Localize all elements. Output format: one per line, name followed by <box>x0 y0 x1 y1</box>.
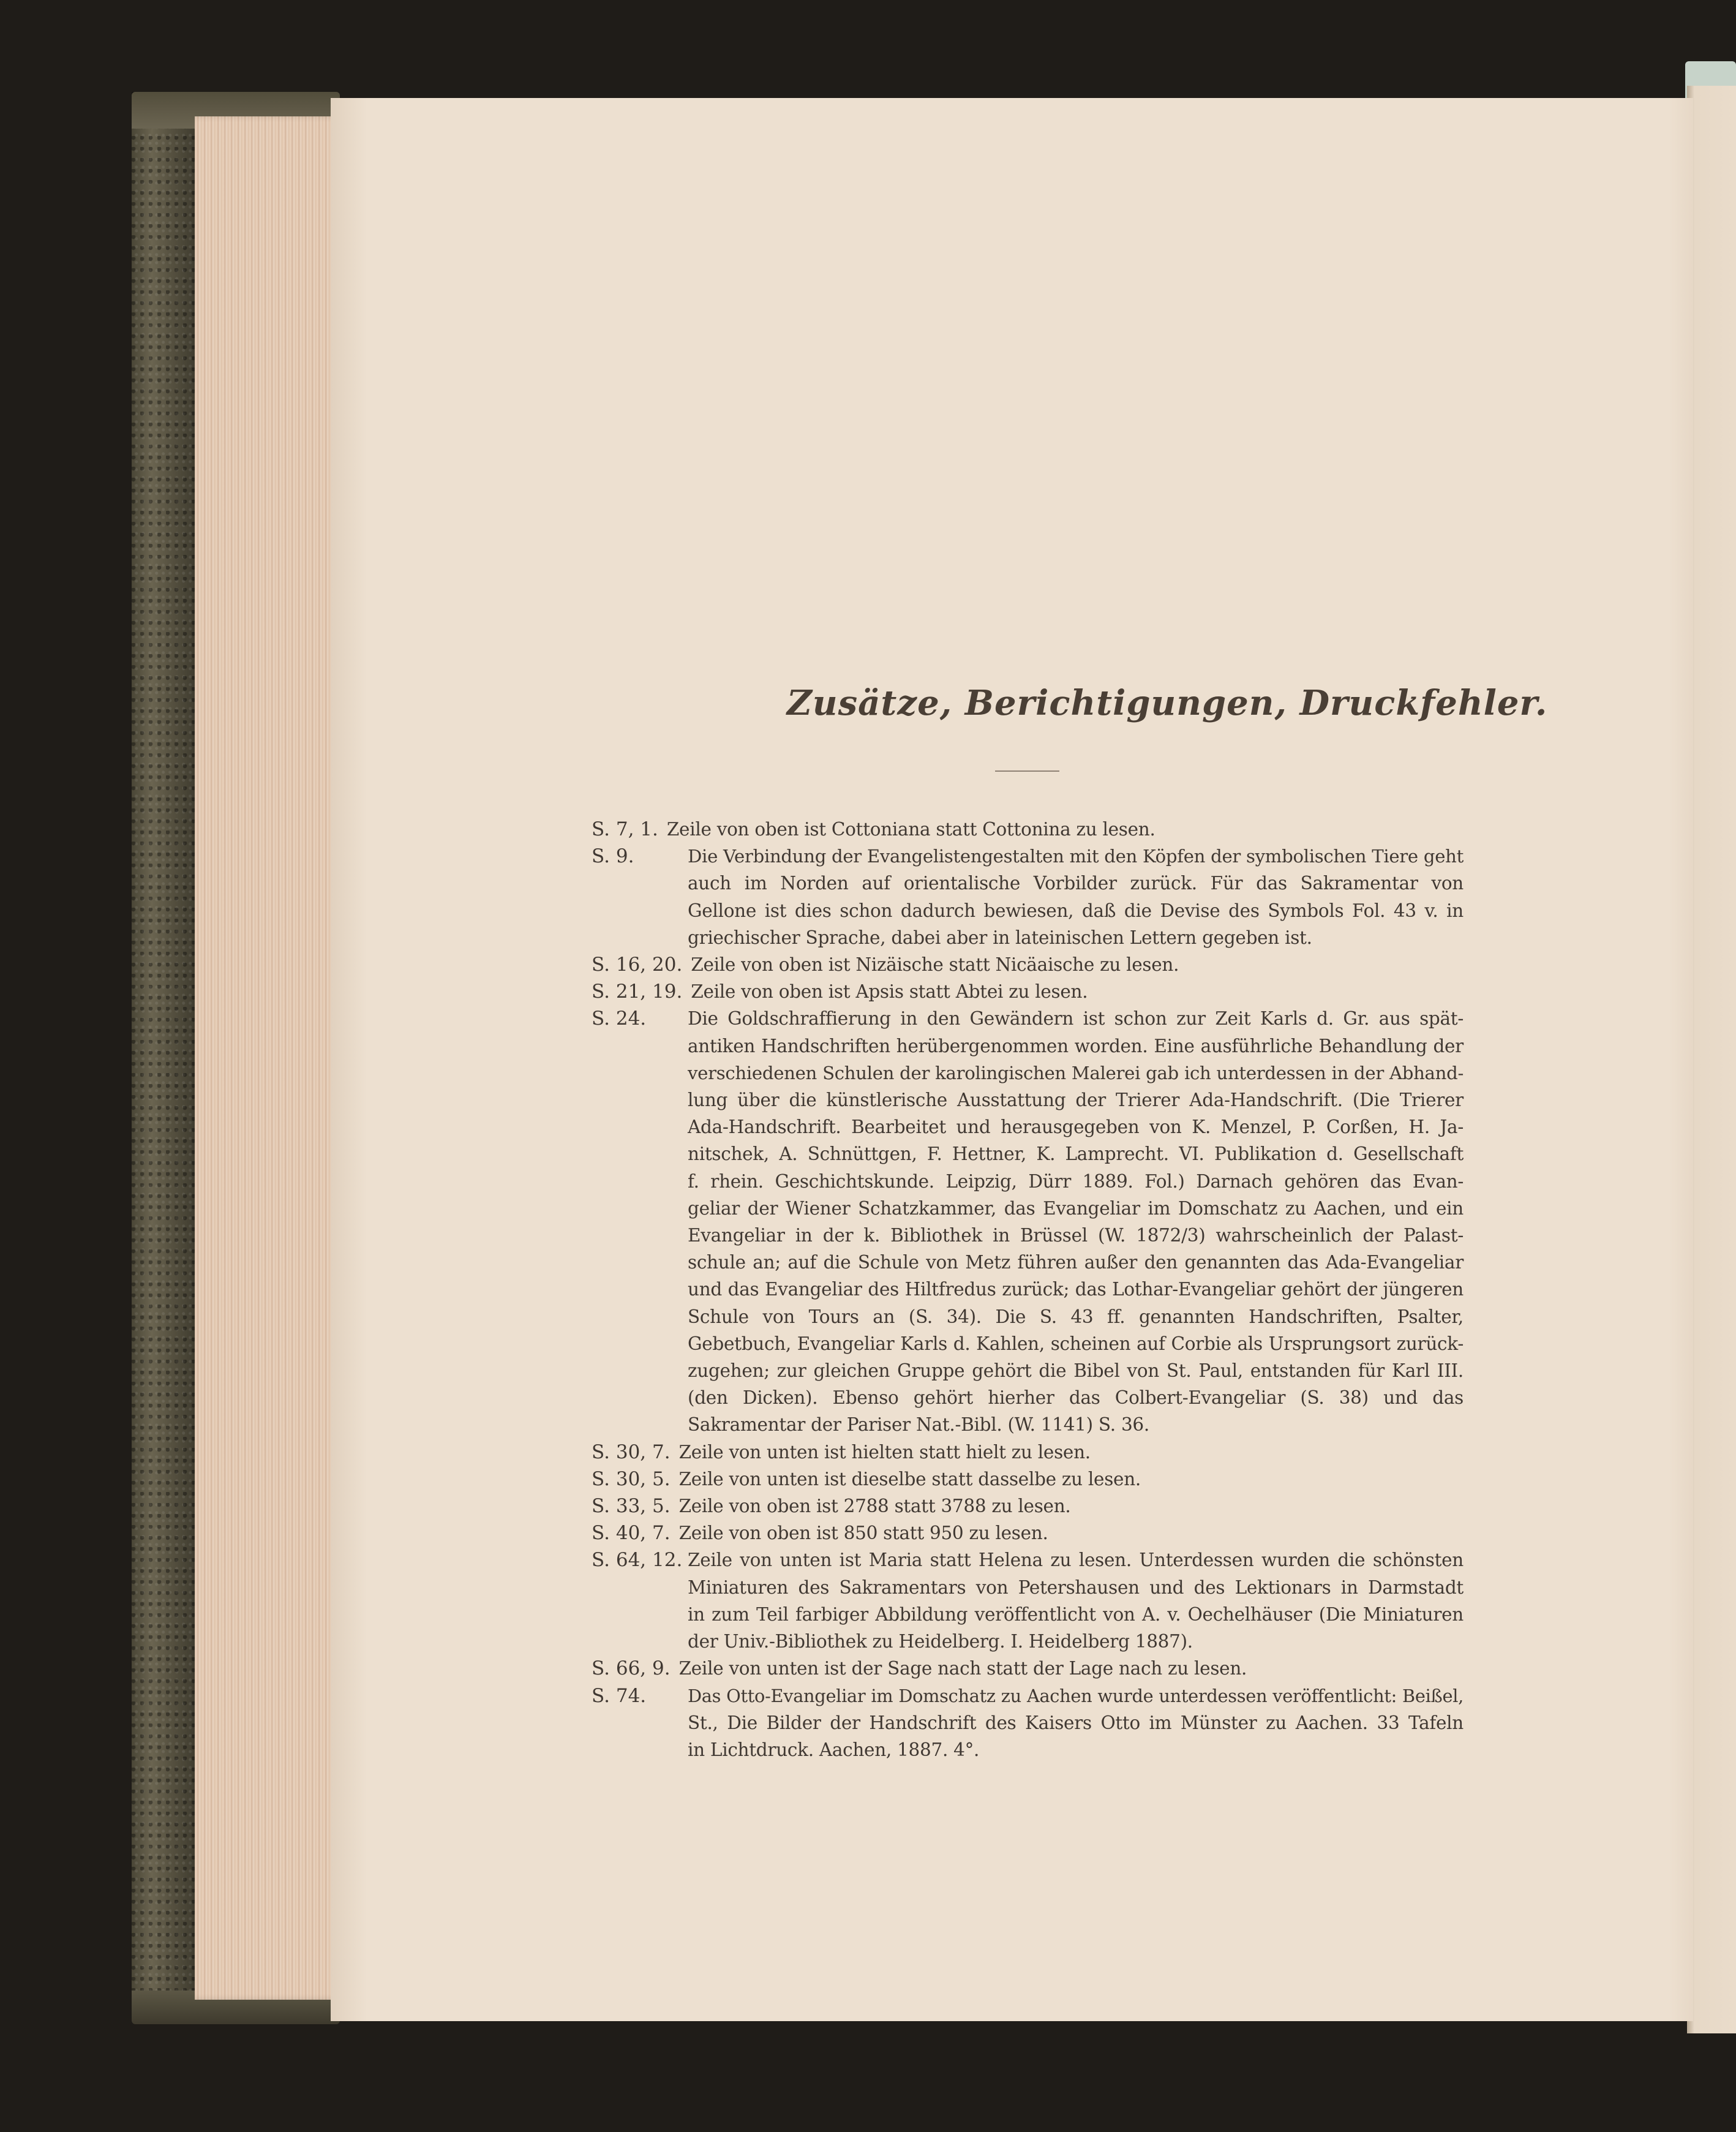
errata-entry <box>592 1546 1464 1655</box>
errata-line: lung über die künstlerische Ausstattung der Trierer Ada-Handschrift. (Die Trierer <box>688 1090 1464 1111</box>
errata-line: Zeile von unten ist Maria statt Helena zu lesen. Unterdessen wurden die schönsten <box>688 1550 1464 1571</box>
errata-entry <box>592 1493 1464 1520</box>
errata-line: f. rhein. Geschichtskunde. Leipzig, Dürr 1889. Fol.) Darnach gehören das Evan- <box>688 1170 1464 1192</box>
errata-reference: S. 30, 5. <box>592 1467 671 1490</box>
errata-reference: S. 66, 9. <box>592 1657 671 1680</box>
errata-reference: S. 30, 7. <box>592 1441 671 1463</box>
errata-line: Die Verbindung der Evangelistengestalten mit den Köpfen der symbolischen Tiere geht <box>688 846 1464 867</box>
errata-line: Zeile von oben ist Nizäische statt Nicäaische zu lesen. <box>691 954 1179 976</box>
errata-reference: S. 16, 20. <box>592 954 683 976</box>
errata-line: schule an; auf die Schule von Metz führen außer den genannten das Ada-Evangeliar <box>688 1252 1464 1273</box>
errata-line: Zeile von unten ist dieselbe statt dasselbe zu lesen. <box>678 1468 1141 1490</box>
errata-line: Miniaturen des Sakramentars von Petershausen und des Lektionars in Darmstadt <box>688 1576 1464 1598</box>
errata-entry <box>592 816 1464 843</box>
facing-page-edge <box>1687 86 1736 2033</box>
cover-texture <box>132 92 199 2018</box>
errata-line: Zeile von oben ist 2788 statt 3788 zu lesen. <box>678 1496 1071 1517</box>
errata-line: Zeile von unten ist der Sage nach statt der Lage nach zu lesen. <box>678 1658 1247 1679</box>
errata-line: und das Evangeliar des Hiltfredus zurück; das Lothar-Evangeliar gehört der jüngeren <box>688 1279 1464 1300</box>
errata-line: Evangeliar in der k. Bibliothek in Brüssel (W. 1872/3) wahrscheinlich der Palast- <box>688 1225 1464 1246</box>
errata-entry <box>592 1682 1464 1764</box>
errata-line: Zeile von oben ist Cottoniana statt Cottonina zu lesen. <box>666 819 1155 840</box>
errata-entry <box>592 1439 1464 1466</box>
errata-line: Zeile von oben ist 850 statt 950 zu lesen. <box>678 1523 1048 1544</box>
errata-line: (den Dicken). Ebenso gehört hierher das Colbert-Evangeliar (S. 38) und das <box>688 1387 1464 1409</box>
errata-line: Sakramentar der Pariser Nat.-Bibl. (W. 1141) S. 36. <box>688 1414 1149 1436</box>
errata-line: zugehen; zur gleichen Gruppe gehört die Bibel von St. Paul, entstanden für Karl III. <box>688 1360 1464 1382</box>
errata-list <box>592 816 1464 1763</box>
heading-rule <box>995 770 1059 772</box>
errata-line: in zum Teil farbiger Abbildung veröffentlicht von A. v. Oechelhäuser (Die Miniaturen <box>688 1603 1464 1625</box>
errata-entry <box>592 1005 1464 1438</box>
errata-line: nitschek, A. Schnüttgen, F. Hettner, K. Lamprecht. VI. Publikation d. Gesellschaft <box>688 1143 1464 1165</box>
errata-reference: S. 33, 5. <box>592 1495 671 1518</box>
errata-line: Gebetbuch, Evangeliar Karls d. Kahlen, scheinen auf Corbie als Ursprungsort zurück- <box>688 1333 1464 1354</box>
errata-reference: S. 64, 12. <box>592 1549 683 1572</box>
errata-entry <box>592 1466 1464 1493</box>
errata-reference: S. 7, 1. <box>592 818 658 840</box>
errata-line: St., Die Bilder der Handschrift des Kaisers Otto im Münster zu Aachen. 33 Tafeln <box>688 1712 1464 1733</box>
page-block-edge <box>195 116 342 2000</box>
book-cover <box>132 92 199 2018</box>
errata-line: Zeile von unten ist hielten statt hielt zu lesen. <box>678 1441 1091 1463</box>
errata-reference: S. 24. <box>592 1008 647 1030</box>
errata-reference: S. 40, 7. <box>592 1522 671 1545</box>
errata-line: geliar der Wiener Schatzkammer, das Evangeliar im Domschatz zu Aachen, und ein <box>688 1197 1464 1219</box>
errata-line: Gellone ist dies schon dadurch bewiesen, daß die Devise des Symbols Fol. 43 v. in <box>688 900 1464 921</box>
errata-entry <box>592 951 1464 978</box>
errata-entry <box>592 843 1464 951</box>
errata-reference: S. 9. <box>592 845 634 868</box>
errata-line: griechischer Sprache, dabei aber in lateinischen Lettern gegeben ist. <box>688 927 1312 948</box>
errata-entry <box>592 1520 1464 1546</box>
errata-line: der Univ.-Bibliothek zu Heidelberg. I. Heidelberg 1887). <box>688 1631 1193 1652</box>
page-heading: Zusätze, Berichtigungen, Druckfehler. <box>787 683 1548 723</box>
errata-line: verschiedenen Schulen der karolingischen Malerei gab ich unterdessen in der Abhand- <box>688 1062 1464 1083</box>
errata-entry <box>592 978 1464 1005</box>
errata-reference: S. 74. <box>592 1684 647 1707</box>
errata-line: Ada-Handschrift. Bearbeitet und herausgegeben von K. Menzel, P. Corßen, H. Ja- <box>688 1117 1464 1138</box>
errata-line: Das Otto-Evangeliar im Domschatz zu Aachen wurde unterdessen veröffentlicht: Beißel, <box>688 1685 1464 1706</box>
errata-line: Schule von Tours an (S. 34). Die S. 43 ff. genannten Handschriften, Psalter, <box>688 1306 1464 1327</box>
errata-line: in Lichtdruck. Aachen, 1887. 4°. <box>688 1739 980 1760</box>
errata-line: Zeile von oben ist Apsis statt Abtei zu lesen. <box>691 981 1088 1003</box>
errata-reference: S. 21, 19. <box>592 981 683 1003</box>
errata-entry <box>592 1655 1464 1682</box>
errata-line: antiken Handschriften herübergenommen worden. Eine ausführliche Behandlung der <box>688 1035 1464 1057</box>
errata-line: Die Goldschraffierung in den Gewändern ist schon zur Zeit Karls d. Gr. aus spät- <box>688 1008 1464 1030</box>
errata-line: auch im Norden auf orientalische Vorbilder zurück. Für das Sakramentar von <box>688 873 1464 894</box>
